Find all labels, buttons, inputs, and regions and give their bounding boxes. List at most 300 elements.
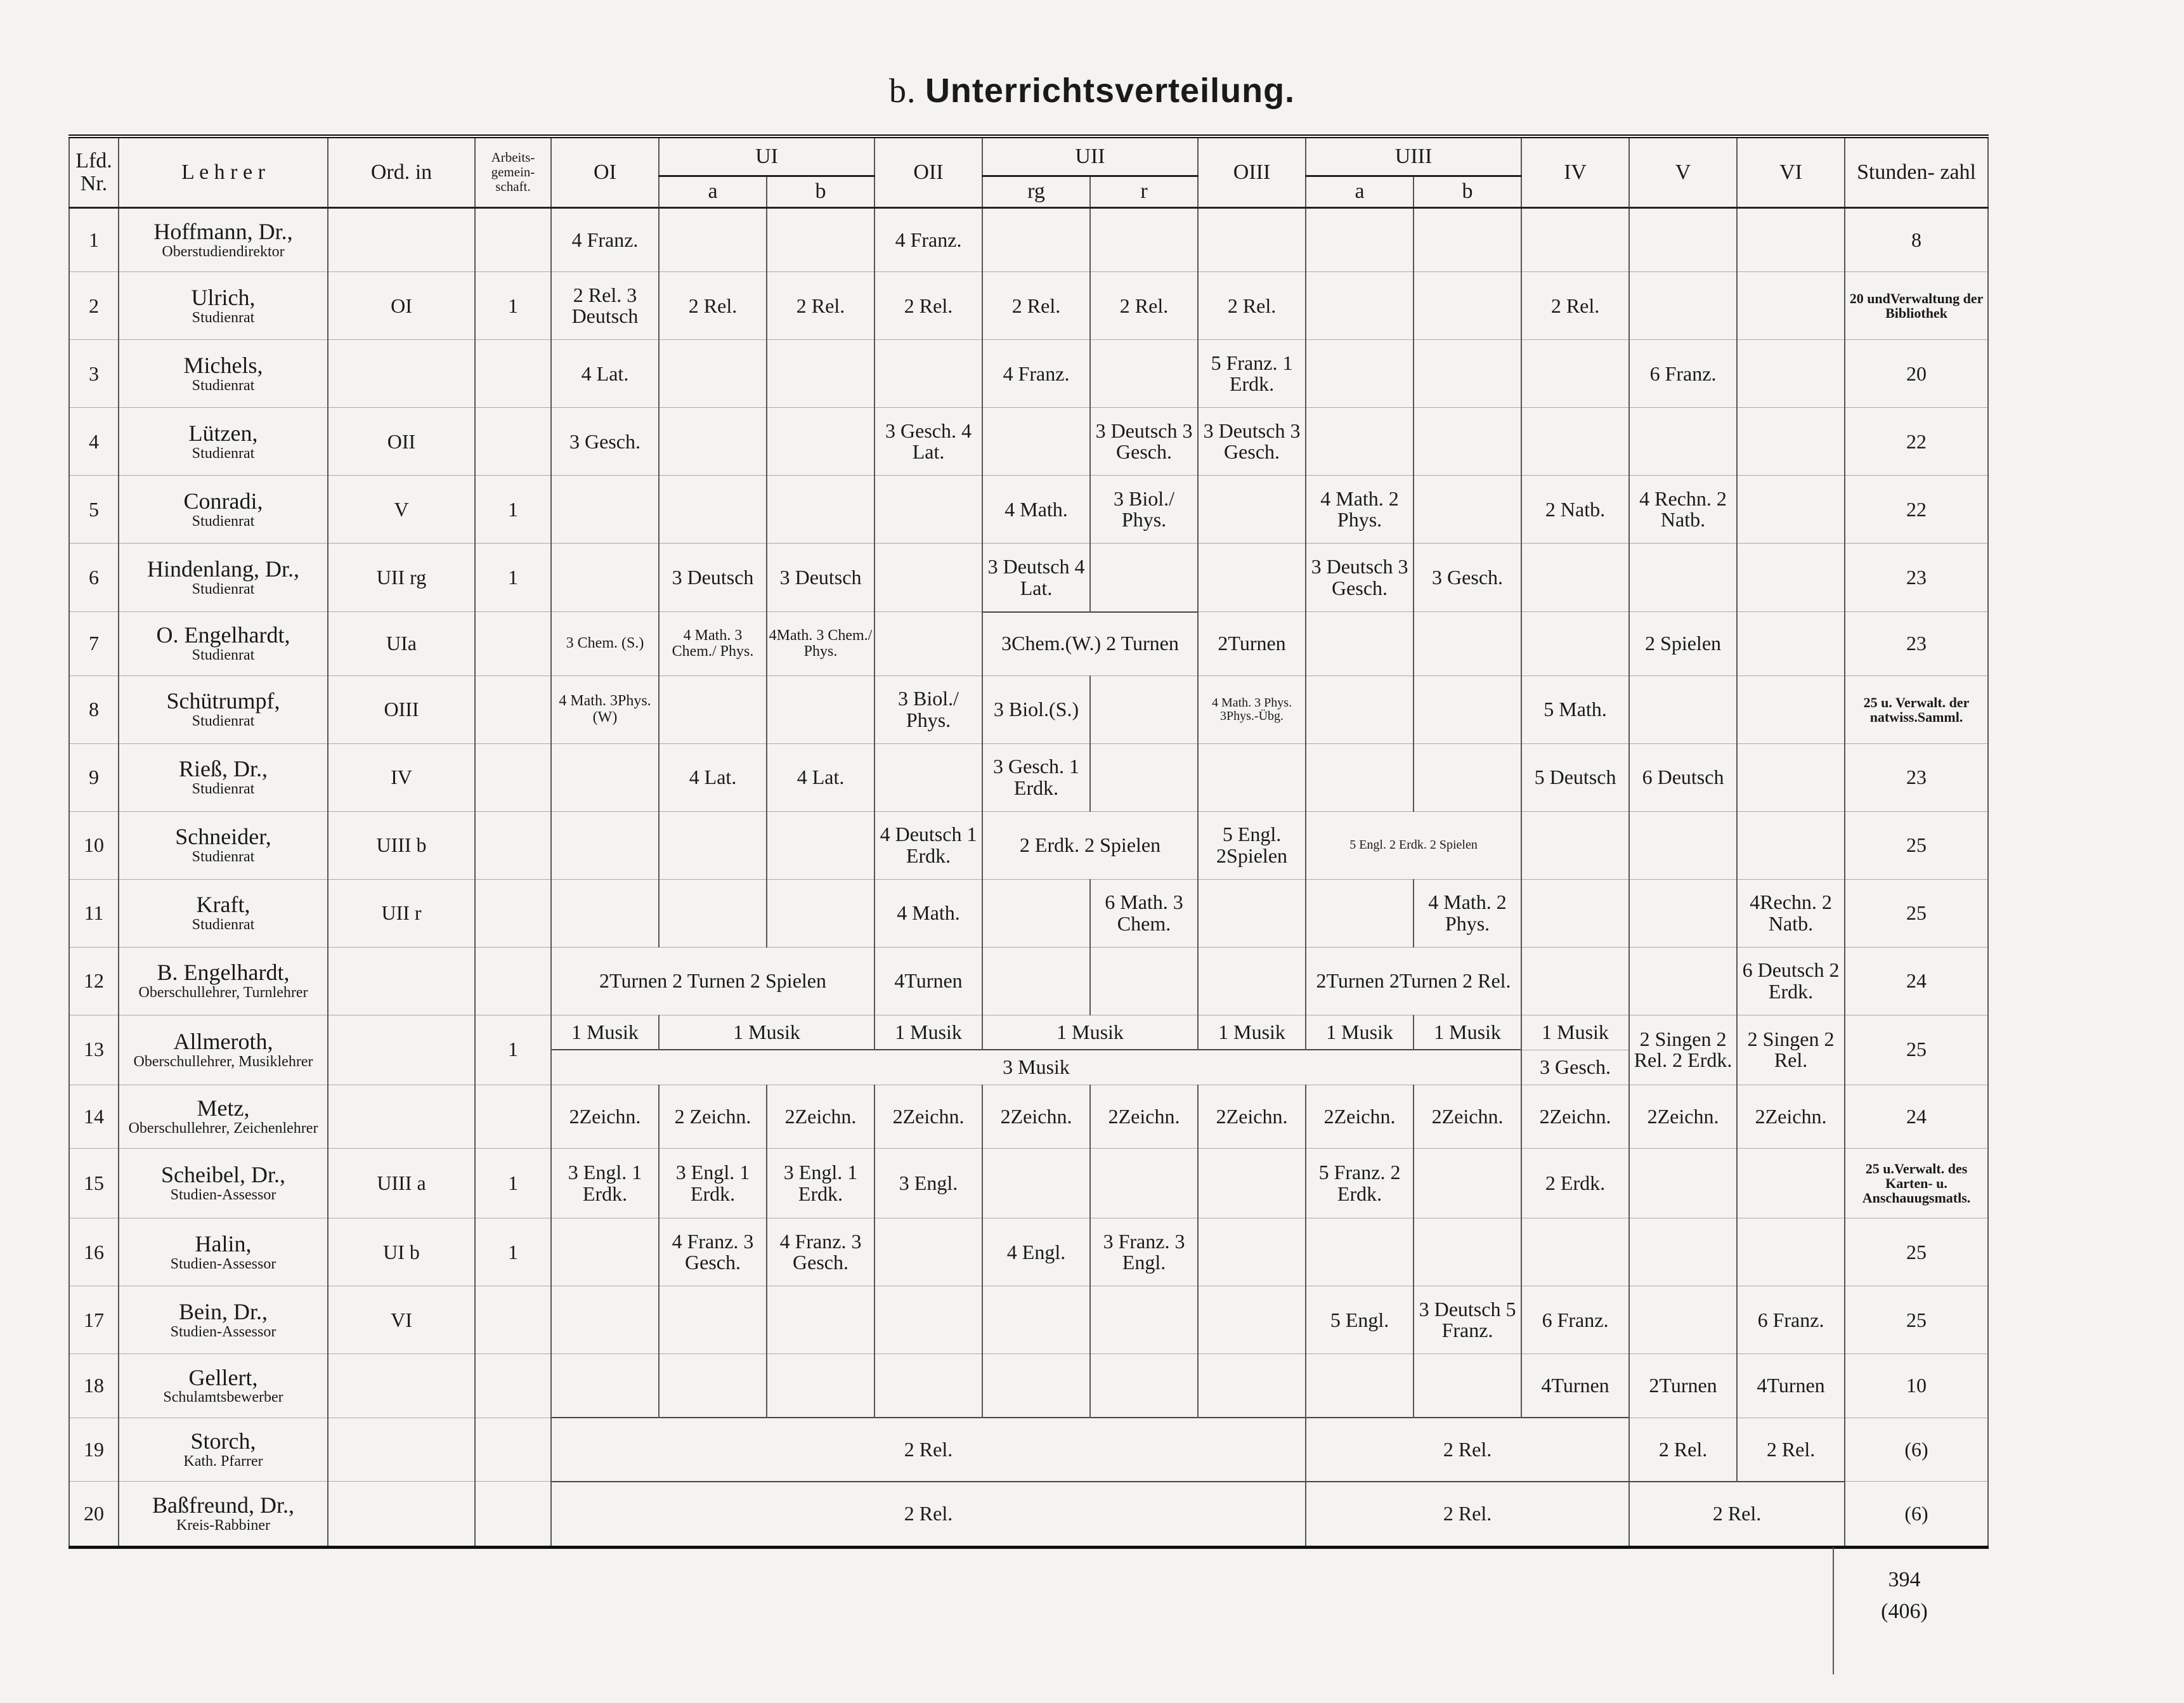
- header-uiii-a: a: [1306, 176, 1414, 207]
- cell-iv: 2 Rel.: [1521, 272, 1629, 340]
- ag-cell: 1: [475, 272, 551, 340]
- cell-uiiib: [1414, 340, 1521, 408]
- cell-uib: [767, 811, 874, 879]
- cell-uiir: [1090, 947, 1198, 1015]
- stunden-cell: (6): [1845, 1418, 1988, 1481]
- cell-iv: 5 Math.: [1521, 675, 1629, 743]
- cell-uiiib: [1414, 1218, 1521, 1286]
- table-row: [69, 1286, 1988, 1354]
- cell-uia: [659, 207, 767, 272]
- cell-uiiia: 2Zeichn.: [1306, 1085, 1414, 1148]
- cell-v: [1629, 1218, 1737, 1286]
- cell-uia: [659, 476, 767, 544]
- cell-uib: 4 Franz. 3 Gesch.: [767, 1218, 874, 1286]
- cell-uiiia: 1 Musik: [1306, 1015, 1414, 1050]
- cell-uiir: 3 Franz. 3 Engl.: [1090, 1218, 1198, 1286]
- cell-iv: [1521, 811, 1629, 879]
- cell-uib: [767, 476, 874, 544]
- cell-uib: 4 Lat.: [767, 743, 874, 811]
- stunden-cell: (6): [1845, 1482, 1988, 1548]
- cell-oii: 3 Engl.: [874, 1149, 982, 1218]
- table-row: [69, 1354, 1988, 1418]
- cell-v: [1629, 207, 1737, 272]
- cell-uiirg: [982, 879, 1090, 947]
- stunden-cell: 25: [1845, 811, 1988, 879]
- ag-cell: [475, 408, 551, 476]
- cell-ui: 1 Musik: [659, 1015, 874, 1050]
- cell-uiir: 2Zeichn.: [1090, 1085, 1198, 1148]
- header-oi: OI: [551, 136, 659, 207]
- cell-oiii: 1 Musik: [1198, 1015, 1306, 1050]
- cell-oii: 4 Franz.: [874, 207, 982, 272]
- ord-cell: UI b: [328, 1218, 475, 1286]
- stunden-cell: 22: [1845, 408, 1988, 476]
- stunden-cell: 25 u.Verwalt. des Karten- u. Anschauugsmatls.: [1845, 1149, 1988, 1218]
- cell-oi: [551, 811, 659, 879]
- cell-uib: [767, 675, 874, 743]
- cell-oi: [551, 1218, 659, 1286]
- cell-oiii: [1198, 207, 1306, 272]
- cell-v: 2Turnen: [1629, 1354, 1737, 1418]
- teacher-title: Studienrat: [192, 377, 255, 394]
- cell-v: [1629, 947, 1737, 1015]
- teacher-cell: [119, 1418, 328, 1481]
- cell-iv: [1521, 947, 1629, 1015]
- teacher-title: Oberstudiendirektor: [162, 243, 285, 260]
- cell-oii: [874, 1286, 982, 1354]
- cell-uiirg: [982, 207, 1090, 272]
- ag-cell: [475, 1418, 551, 1481]
- teacher-name: Allmeroth,: [173, 1028, 273, 1054]
- total-sum: 394: [1888, 1568, 1921, 1591]
- table-row: [69, 544, 1988, 612]
- stunden-cell: 25: [1845, 879, 1988, 947]
- ord-cell: UIII a: [328, 1149, 475, 1218]
- cell-vi: 2 Singen 2 Rel.: [1737, 1015, 1845, 1085]
- cell-oi: [551, 879, 659, 947]
- teacher-name: Ulrich,: [191, 284, 256, 310]
- cell-oi: 4 Lat.: [551, 340, 659, 408]
- table-row: [69, 207, 1988, 272]
- teacher-name: Storch,: [190, 1428, 256, 1454]
- teacher-name: Bein, Dr.,: [179, 1298, 268, 1324]
- teacher-cell: [119, 1015, 328, 1085]
- cell-vi: [1737, 340, 1845, 408]
- schedule-table: [68, 134, 1989, 1549]
- teacher-title: Studien-Assessor: [170, 1187, 276, 1204]
- cell-uiir: 3 Biol./ Phys.: [1090, 476, 1198, 544]
- cell-uiiia: [1306, 1354, 1414, 1418]
- ord-cell: UIII b: [328, 811, 475, 879]
- cell-uiiia: [1306, 675, 1414, 743]
- cell-uia: 2 Zeichn.: [659, 1085, 767, 1148]
- cell-uiiia: [1306, 879, 1414, 947]
- cell-uiirg: 4 Franz.: [982, 340, 1090, 408]
- cell-uiiia: 4 Math. 2 Phys.: [1306, 476, 1414, 544]
- ord-cell: UII rg: [328, 544, 475, 612]
- cell-uiirg: 2Zeichn.: [982, 1085, 1090, 1148]
- cell-oi: 3 Engl. 1 Erdk.: [551, 1149, 659, 1218]
- cell-oiii: 5 Franz. 1 Erdk.: [1198, 340, 1306, 408]
- teacher-cell: [119, 1482, 328, 1548]
- row-number: 16: [69, 1218, 119, 1286]
- cell-v: 4 Rechn. 2 Natb.: [1629, 476, 1737, 544]
- cell-vi: [1737, 207, 1845, 272]
- cell-uiirg: 4 Engl.: [982, 1218, 1090, 1286]
- cell-uia: 3 Engl. 1 Erdk.: [659, 1149, 767, 1218]
- ag-cell: [475, 207, 551, 272]
- cell-oii: [874, 340, 982, 408]
- stunden-cell: 25 u. Verwalt. der natwiss.Samml.: [1845, 675, 1988, 743]
- row-number: 17: [69, 1286, 119, 1354]
- cell-v: [1629, 1286, 1737, 1354]
- cell-uiiib: [1414, 272, 1521, 340]
- teacher-cell: [119, 408, 328, 476]
- ord-cell: OII: [328, 408, 475, 476]
- cell-middle-grades: 2 Rel.: [1306, 1482, 1629, 1548]
- table-row: [69, 879, 1988, 947]
- ag-cell: [475, 1482, 551, 1548]
- cell-iv: [1521, 612, 1629, 675]
- stunden-cell: 10: [1845, 1354, 1988, 1418]
- ag-cell: [475, 811, 551, 879]
- cell-oi-ui: 2Turnen 2 Turnen 2 Spielen: [551, 947, 874, 1015]
- teacher-title: Studienrat: [192, 445, 255, 462]
- stunden-cell: 24: [1845, 947, 1988, 1015]
- cell-iv: [1521, 879, 1629, 947]
- cell-uiir: [1090, 544, 1198, 612]
- cell-uii: 2 Erdk. 2 Spielen: [982, 811, 1198, 879]
- table-row: [69, 1218, 1988, 1286]
- cell-uia: [659, 340, 767, 408]
- cell-oiii: 2Zeichn.: [1198, 1085, 1306, 1148]
- cell-uiiib: 1 Musik: [1414, 1015, 1521, 1050]
- row-number: 9: [69, 743, 119, 811]
- cell-all-musik: 3 Musik: [551, 1050, 1521, 1085]
- cell-uiiib: [1414, 675, 1521, 743]
- page-title: [0, 71, 2184, 110]
- teacher-cell: [119, 675, 328, 743]
- ag-cell: 1: [475, 1149, 551, 1218]
- ord-cell: [328, 1354, 475, 1418]
- cell-vi: [1737, 1149, 1845, 1218]
- title-main: Unterrichtsverteilung.: [925, 72, 1296, 110]
- teacher-cell: [119, 947, 328, 1015]
- ord-cell: UII r: [328, 879, 475, 947]
- table-row: [69, 1085, 1988, 1148]
- cell-iv: 2 Natb.: [1521, 476, 1629, 544]
- table-row: [69, 612, 1988, 675]
- cell-vi: [1737, 1218, 1845, 1286]
- cell-uiiia: 5 Franz. 2 Erdk.: [1306, 1149, 1414, 1218]
- cell-oi: 1 Musik: [551, 1015, 659, 1050]
- table-row: [69, 340, 1988, 408]
- teacher-name: Hindenlang, Dr.,: [147, 556, 299, 582]
- header-oiii: OIII: [1198, 136, 1306, 207]
- teacher-name: Lützen,: [188, 420, 258, 446]
- cell-iv: 5 Deutsch: [1521, 743, 1629, 811]
- header-vi: VI: [1737, 136, 1845, 207]
- cell-v: 2Zeichn.: [1629, 1085, 1737, 1148]
- stunden-cell: 25: [1845, 1286, 1988, 1354]
- cell-v: [1629, 272, 1737, 340]
- teacher-name: Rieß, Dr.,: [179, 756, 268, 782]
- row-number: 19: [69, 1418, 119, 1481]
- cell-oiii: [1198, 1218, 1306, 1286]
- teacher-cell: [119, 1085, 328, 1148]
- teacher-title: Kreis-Rabbiner: [176, 1517, 270, 1534]
- stunden-cell: 25: [1845, 1218, 1988, 1286]
- cell-uib: 4Math. 3 Chem./ Phys.: [767, 612, 874, 675]
- cell-oiii: [1198, 1149, 1306, 1218]
- teacher-title: Studienrat: [192, 916, 255, 933]
- cell-v: [1629, 408, 1737, 476]
- cell-iv: [1521, 340, 1629, 408]
- header-uii-r: r: [1090, 176, 1198, 207]
- teacher-title: Studienrat: [192, 581, 255, 598]
- ord-cell: [328, 1015, 475, 1085]
- cell-iv: [1521, 408, 1629, 476]
- title-lead: b.: [888, 72, 916, 110]
- ag-cell: [475, 1286, 551, 1354]
- stunden-cell: 23: [1845, 612, 1988, 675]
- teacher-title: Studienrat: [192, 512, 255, 530]
- cell-uia: 4 Lat.: [659, 743, 767, 811]
- table-row: [69, 408, 1988, 476]
- cell-uii: 3Chem.(W.) 2 Turnen: [982, 612, 1198, 675]
- cell-uiir: 6 Math. 3 Chem.: [1090, 879, 1198, 947]
- cell-iv: 6 Franz.: [1521, 1286, 1629, 1354]
- cell-vi: [1737, 675, 1845, 743]
- cell-uiiib: 3 Gesch.: [1414, 544, 1521, 612]
- cell-uiii: 5 Engl. 2 Erdk. 2 Spielen: [1306, 811, 1521, 879]
- table-row: [69, 1015, 1988, 1050]
- cell-iv: 2 Erdk.: [1521, 1149, 1629, 1218]
- teacher-title: Studien-Assessor: [170, 1255, 276, 1272]
- cell-oiii: 2Turnen: [1198, 612, 1306, 675]
- cell-v: 2 Singen 2 Rel. 2 Erdk.: [1629, 1015, 1737, 1085]
- teacher-title: Studienrat: [192, 647, 255, 664]
- cell-uiiib: [1414, 408, 1521, 476]
- cell-uib: 2 Rel.: [767, 272, 874, 340]
- cell-uiir: [1090, 1149, 1198, 1218]
- cell-uiiia: [1306, 207, 1414, 272]
- teacher-cell: [119, 1354, 328, 1418]
- teacher-title: Studienrat: [192, 712, 255, 729]
- ag-cell: 1: [475, 1015, 551, 1085]
- cell-oiii: 4 Math. 3 Phys. 3Phys.-Übg.: [1198, 675, 1306, 743]
- cell-uib: [767, 408, 874, 476]
- cell-uib: 3 Deutsch: [767, 544, 874, 612]
- stunden-cell: 20: [1845, 340, 1988, 408]
- cell-uiiib: 4 Math. 2 Phys.: [1414, 879, 1521, 947]
- cell-vi: 6 Franz.: [1737, 1286, 1845, 1354]
- cell-oiii: [1198, 544, 1306, 612]
- teacher-title: Schulamtsbewerber: [163, 1389, 283, 1406]
- cell-oi: 3 Gesch.: [551, 408, 659, 476]
- ag-cell: 1: [475, 544, 551, 612]
- cell-uiir: [1090, 207, 1198, 272]
- teacher-title: Studienrat: [192, 848, 255, 865]
- row-number: 3: [69, 340, 119, 408]
- ord-cell: [328, 1418, 475, 1481]
- cell-vi: [1737, 544, 1845, 612]
- teacher-cell: [119, 1286, 328, 1354]
- teacher-cell: [119, 1218, 328, 1286]
- teacher-cell: [119, 743, 328, 811]
- cell-upper-grades: 2 Rel.: [551, 1418, 1306, 1481]
- cell-uiiib: 2Zeichn.: [1414, 1085, 1521, 1148]
- cell-oi: 4 Math. 3Phys.(W): [551, 675, 659, 743]
- cell-oii: 4 Math.: [874, 879, 982, 947]
- cell-uii: 1 Musik: [982, 1015, 1198, 1050]
- cell-uiiia: 3 Deutsch 3 Gesch.: [1306, 544, 1414, 612]
- cell-uiirg: [982, 1354, 1090, 1418]
- cell-uib: [767, 1354, 874, 1418]
- teacher-name: Hoffmann, Dr.,: [153, 218, 293, 244]
- header-arbeits: Arbeits- gemein- schaft.: [475, 136, 551, 207]
- table-row: [69, 1149, 1988, 1218]
- cell-uiirg: [982, 1286, 1090, 1354]
- cell-oii: 2 Rel.: [874, 272, 982, 340]
- row-number: 1: [69, 207, 119, 272]
- cell-iv: [1521, 1218, 1629, 1286]
- cell-iv: 2Zeichn.: [1521, 1085, 1629, 1148]
- row-number: 6: [69, 544, 119, 612]
- cell-uiir: [1090, 1354, 1198, 1418]
- cell-oi: [551, 1354, 659, 1418]
- cell-iv: 3 Gesch.: [1521, 1050, 1629, 1085]
- teacher-title: Oberschullehrer, Zeichenlehrer: [128, 1119, 318, 1137]
- ag-cell: [475, 743, 551, 811]
- teacher-name: O. Engelhardt,: [156, 622, 290, 648]
- header-uii: UII: [982, 136, 1198, 176]
- teacher-name: Baßfreund, Dr.,: [152, 1492, 294, 1518]
- cell-oi: [551, 1286, 659, 1354]
- cell-oii: 2Zeichn.: [874, 1085, 982, 1148]
- cell-oiii: [1198, 1286, 1306, 1354]
- cell-uib: [767, 207, 874, 272]
- cell-uia: [659, 1286, 767, 1354]
- cell-oiii: [1198, 476, 1306, 544]
- header-uii-rg: rg: [982, 176, 1090, 207]
- teacher-name: Schneider,: [175, 824, 271, 850]
- cell-oii: 3 Biol./ Phys.: [874, 675, 982, 743]
- teacher-title: Oberschullehrer, Musiklehrer: [133, 1053, 313, 1070]
- stunden-cell: 23: [1845, 743, 1988, 811]
- cell-iv: 4Turnen: [1521, 1354, 1629, 1418]
- cell-vi: 2 Rel.: [1737, 1418, 1845, 1481]
- cell-v: [1629, 879, 1737, 947]
- cell-oii: 3 Gesch. 4 Lat.: [874, 408, 982, 476]
- ord-cell: V: [328, 476, 475, 544]
- cell-uiirg: [982, 408, 1090, 476]
- cell-uiiib: [1414, 476, 1521, 544]
- teacher-cell: [119, 476, 328, 544]
- ord-cell: VI: [328, 1286, 475, 1354]
- teacher-name: Kraft,: [196, 892, 250, 918]
- header-ui: UI: [659, 136, 874, 176]
- cell-uia: 4 Franz. 3 Gesch.: [659, 1218, 767, 1286]
- teacher-title: Kath. Pfarrer: [183, 1452, 263, 1470]
- cell-uiiib: [1414, 1354, 1521, 1418]
- cell-uiiia: [1306, 272, 1414, 340]
- header-stunden: Stunden- zahl: [1845, 136, 1988, 207]
- cell-oiii: 5 Engl. 2Spielen: [1198, 811, 1306, 879]
- cell-uiiia: [1306, 408, 1414, 476]
- cell-vi: [1737, 408, 1845, 476]
- cell-oi: 2Zeichn.: [551, 1085, 659, 1148]
- cell-oii: [874, 743, 982, 811]
- ord-cell: [328, 947, 475, 1015]
- cell-uiir: [1090, 340, 1198, 408]
- ord-cell: UIa: [328, 612, 475, 675]
- teacher-title: Oberschullehrer, Turnlehrer: [138, 984, 308, 1001]
- cell-oiii: [1198, 879, 1306, 947]
- cell-uia: 4 Math. 3 Chem./ Phys.: [659, 612, 767, 675]
- row-number: 15: [69, 1149, 119, 1218]
- row-number: 11: [69, 879, 119, 947]
- cell-uia: [659, 879, 767, 947]
- teacher-title: Studienrat: [192, 309, 255, 326]
- row-number: 5: [69, 476, 119, 544]
- cell-middle-grades: 2 Rel.: [1306, 1418, 1629, 1481]
- cell-uiirg: 3 Gesch. 1 Erdk.: [982, 743, 1090, 811]
- cell-uiirg: 3 Biol.(S.): [982, 675, 1090, 743]
- cell-uib: 3 Engl. 1 Erdk.: [767, 1149, 874, 1218]
- header-oii: OII: [874, 136, 982, 207]
- cell-uiiia: [1306, 1218, 1414, 1286]
- cell-uiir: [1090, 743, 1198, 811]
- cell-uiiia: [1306, 612, 1414, 675]
- total-hours: [1833, 1548, 1975, 1674]
- row-number: 4: [69, 408, 119, 476]
- teacher-name: Gellert,: [188, 1364, 258, 1390]
- cell-oii: [874, 1218, 982, 1286]
- teacher-cell: [119, 811, 328, 879]
- cell-oiii: 2 Rel.: [1198, 272, 1306, 340]
- teacher-name: Michels,: [183, 352, 263, 378]
- row-number: 12: [69, 947, 119, 1015]
- table-row: [69, 1482, 1988, 1548]
- cell-oii: 1 Musik: [874, 1015, 982, 1050]
- cell-uiir: [1090, 1286, 1198, 1354]
- ord-cell: [328, 1482, 475, 1548]
- header-uiii-b: b: [1414, 176, 1521, 207]
- row-number: 13: [69, 1015, 119, 1085]
- cell-uiir: 3 Deutsch 3 Gesch.: [1090, 408, 1198, 476]
- header-iv: IV: [1521, 136, 1629, 207]
- table-row: [69, 272, 1988, 340]
- cell-uiii: 2Turnen 2Turnen 2 Rel.: [1306, 947, 1521, 1015]
- teacher-cell: [119, 879, 328, 947]
- cell-uiiib: [1414, 207, 1521, 272]
- cell-v: [1629, 811, 1737, 879]
- cell-iv: [1521, 207, 1629, 272]
- table-row: [69, 811, 1988, 879]
- cell-uib: [767, 879, 874, 947]
- teacher-title: Studienrat: [192, 780, 255, 797]
- header-ord: Ord. in: [328, 136, 475, 207]
- cell-uia: 2 Rel.: [659, 272, 767, 340]
- teacher-name: Schütrumpf,: [166, 688, 280, 714]
- cell-oi: [551, 544, 659, 612]
- cell-oi: [551, 743, 659, 811]
- ag-cell: 1: [475, 1218, 551, 1286]
- ord-cell: [328, 207, 475, 272]
- cell-uiiia: [1306, 340, 1414, 408]
- teacher-cell: [119, 544, 328, 612]
